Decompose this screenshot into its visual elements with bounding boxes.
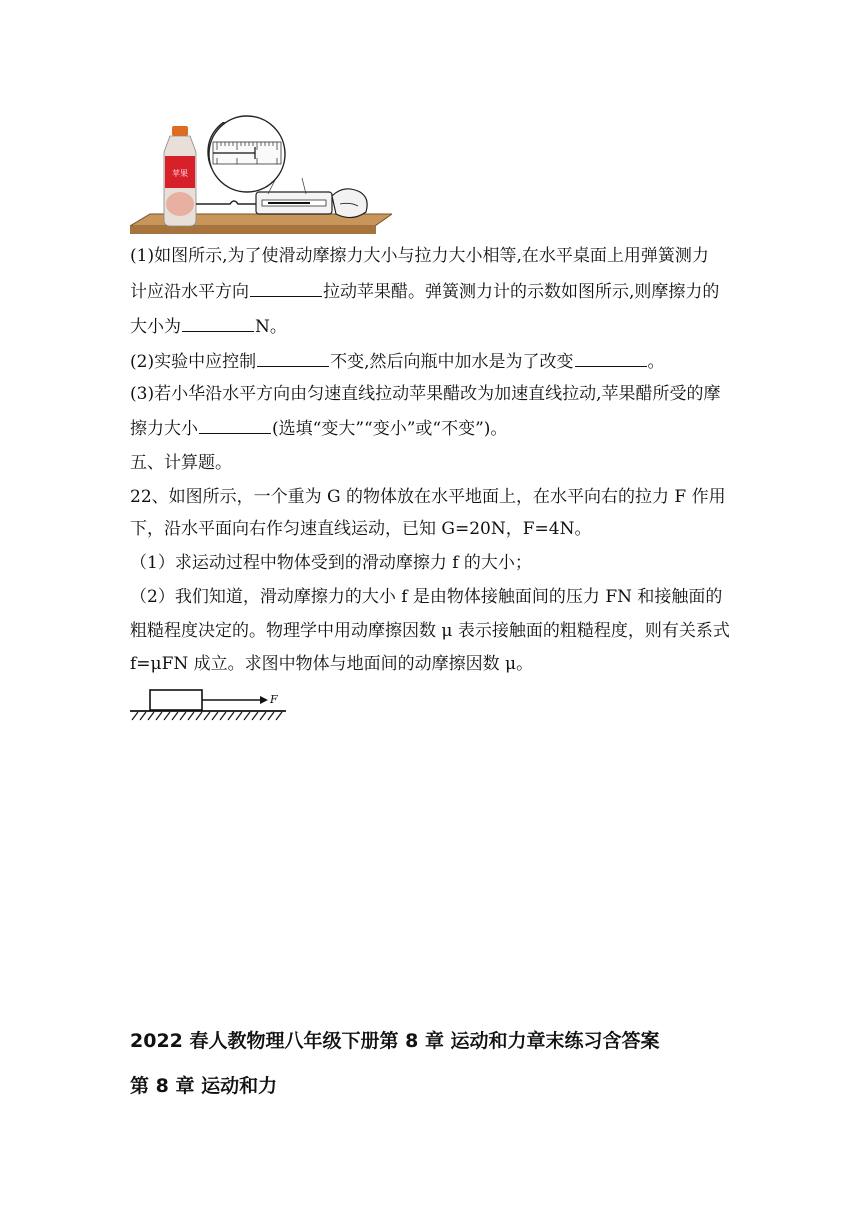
q21-part2	[130, 349, 665, 374]
q21-part1-line3	[130, 314, 287, 339]
q21-part1-line1: (1)如图所示,为了使滑动摩擦力大小与拉力大小相等,在水平桌面上用弹簧测力	[130, 246, 709, 266]
svg-text:苹果: 苹果	[172, 169, 188, 178]
force-label: F	[270, 693, 278, 706]
q22-sub1: （1）求运动过程中物体受到的滑动摩擦力 f 的大小；	[130, 553, 532, 573]
q21-part3-line2	[130, 416, 507, 441]
document-title: 2022 春人教物理八年级下册第 8 章 运动和力章末练习含答案	[130, 1030, 660, 1052]
block-force-figure	[130, 688, 290, 724]
q22-line2: 下，沿水平面向右作匀速直线运动，已知 G=20N，F=4N。	[130, 519, 592, 539]
answer-blank[interactable]	[250, 279, 322, 297]
text: 计应沿水平方向	[130, 282, 249, 302]
q22-line1: 22、如图所示，一个重为 G 的物体放在水平地面上，在水平向右的拉力 F 作用	[130, 487, 726, 507]
text: 拉动苹果醋。弹簧测力计的示数如图所示,则摩擦力的	[323, 282, 720, 302]
answer-blank[interactable]	[575, 349, 647, 367]
text: 。	[647, 352, 665, 372]
q22-sub2-line1: （2）我们知道，滑动摩擦力的大小 f 是由物体接触面间的压力 FN 和接触面的	[130, 587, 723, 607]
text: N。	[255, 317, 287, 337]
answer-blank[interactable]	[199, 416, 271, 434]
text: 擦力大小	[130, 419, 198, 439]
answer-blank[interactable]	[182, 314, 254, 332]
text: 大小为	[130, 317, 181, 337]
text: (选填“变大”“变小”或“不变”)。	[272, 419, 508, 439]
answer-blank[interactable]	[257, 349, 329, 367]
q22-sub2-line3: f=μFN 成立。求图中物体与地面间的动摩擦因数 μ。	[130, 654, 534, 674]
chapter-title: 第 8 章 运动和力	[130, 1075, 278, 1097]
section-heading: 五、计算题。	[130, 453, 232, 473]
scale-magnifier-icon	[207, 114, 287, 194]
q21-part3-line1: (3)若小华沿水平方向由匀速直线拉动苹果醋改为加速直线拉动,苹果醋所受的摩	[130, 384, 721, 404]
text: 不变,然后向瓶中加水是为了改变	[330, 352, 574, 372]
text: (2)实验中应控制	[130, 352, 257, 372]
q22-sub2-line2: 粗糙程度决定的。物理学中用动摩擦因数 μ 表示接触面的粗糙程度，则有关系式	[130, 621, 730, 641]
q21-part1-line2	[130, 279, 719, 304]
